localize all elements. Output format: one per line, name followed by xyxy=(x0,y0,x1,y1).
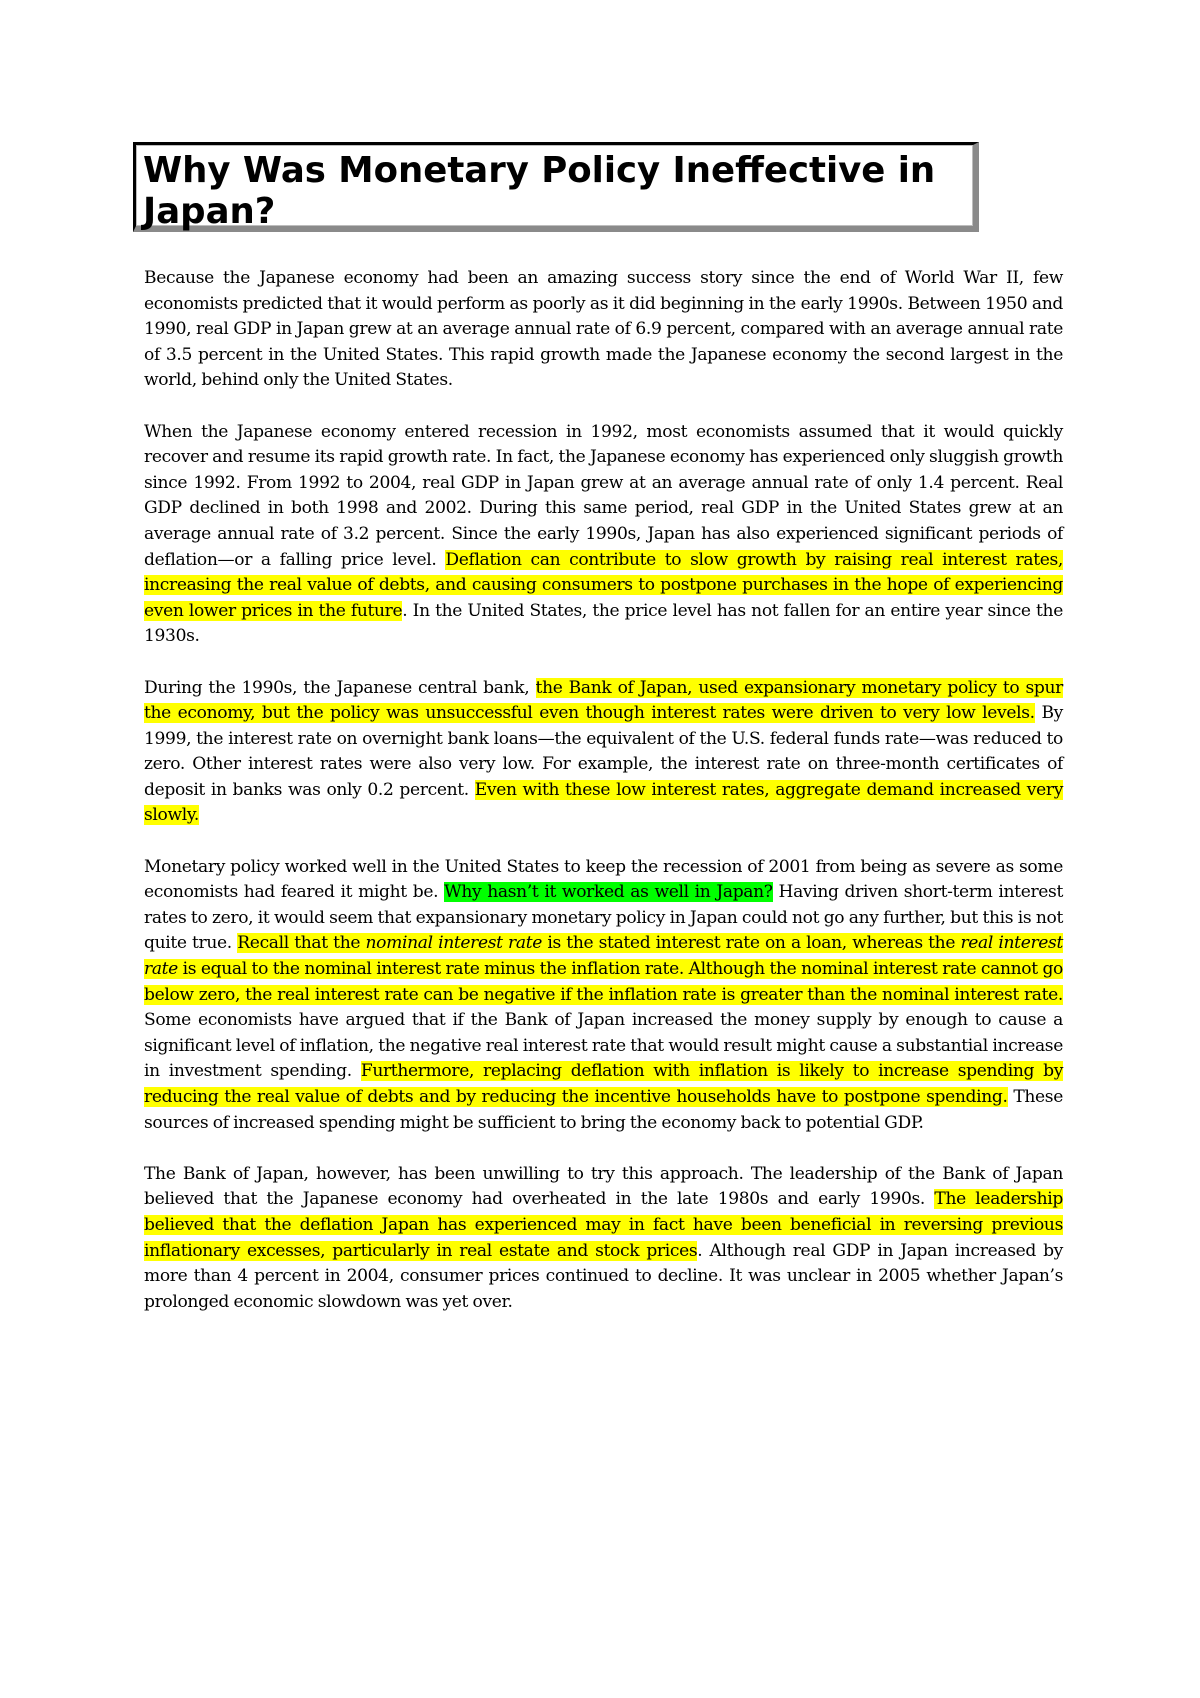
text-run: . Although real GDP in Japan increased by more than 4 percent in 2004, consumer prices continued to decline. It was unclear in 2005 whether Japan’s prolonged economic slowdown was yet over. xyxy=(144,1240,1063,1312)
text-run: These sources of increased spending might be sufficient to bring the economy back to potential GDP. xyxy=(144,1087,1063,1133)
yellow-highlight xyxy=(366,933,543,953)
yellow-highlight: is equal to the nominal interest rate minus the inflation rate. Although the nominal interest rate cannot go below zero, the real interest rate can be negative if the inflation rate is greater than the nominal interest rate. xyxy=(144,959,1063,1005)
text-run: When the Japanese economy entered recession in 1992, most economists assumed that it would quickly recover and resume its rapid growth rate. In fact, the Japanese economy has experienced only sluggish growth since 1992. From 1992 to 2004, real GDP in Japan grew at an average annual rate of only 1.4 percent. Real GDP declined in both 1998 and 2002. During this same period, real GDP in the United States grew at an average annual rate of 3.2 percent. Since the early 1990s, Japan has also experienced significant periods of deflation—or a falling price level. xyxy=(144,421,1063,570)
yellow-highlight: The leadership believed that the deflation Japan has experienced may in fact have been beneficial in reversing previous inflationary excesses, particularly in real estate and stock prices xyxy=(144,1189,1064,1261)
body-paragraph xyxy=(144,1162,1063,1316)
italic-term: real interest rate xyxy=(144,933,1063,980)
title-box xyxy=(133,142,979,232)
document-body xyxy=(144,266,1063,1341)
text-run: . In the United States, the price level has not fallen for an entire year since the 1930s. xyxy=(144,600,1063,647)
text-run: Having driven short-term interest rates to zero, it would seem that expansionary monetary policy in Japan could not go any further, but this is not quite true. xyxy=(144,882,1063,954)
italic-term: nominal interest rate xyxy=(365,933,542,954)
text-run: The Bank of Japan, however, has been unwilling to try this approach. The leadership of the Bank of Japan believed that the Japanese economy had overheated in the late 1980s and early 1990s. xyxy=(144,1163,1063,1210)
green-highlight: Why hasn’t it worked as well in Japan? xyxy=(444,882,773,903)
body-paragraph xyxy=(144,855,1063,1137)
yellow-highlight: is the stated interest rate on a loan, whereas the xyxy=(542,933,961,954)
body-paragraph xyxy=(144,266,1063,394)
yellow-highlight: Recall that the xyxy=(237,933,366,954)
text-run: By 1999, the interest rate on overnight bank loans—the equivalent of the U.S. federal funds rate—was reduced to zero. Other interest rates were also very low. For example, the interest rate on three-month certificates of deposit in banks was only 0.2 percent. xyxy=(144,703,1063,800)
yellow-highlight: Deflation can contribute to slow growth by raising real interest rates, increasing the real value of debts, and causing consumers to postpone purchases in the hope of experiencing even lower prices in the future xyxy=(144,549,1063,621)
body-paragraph xyxy=(144,676,1063,830)
text-run: Some economists have argued that if the Bank of Japan increased the money supply by enough to cause a significant level of inflation, the negative real interest rate that would result might cause a substantial increase in investment spending. xyxy=(144,1010,1063,1082)
document-title: Why Was Monetary Policy Ineffective in Japan? xyxy=(143,150,936,232)
yellow-highlight: Furthermore, replacing deflation with inflation is likely to increase spending by reducing the real value of debts and by reducing the incentive households have to postpone spending. xyxy=(144,1061,1063,1107)
text-run: Monetary policy worked well in the United States to keep the recession of 2001 from being as severe as some economists had feared it might be. xyxy=(144,856,1063,903)
text-run: During the 1990s, the Japanese central bank, xyxy=(144,677,536,698)
yellow-highlight: Even with these low interest rates, aggregate demand increased very slowly. xyxy=(144,779,1063,826)
text-run: Because the Japanese economy had been an amazing success story since the end of World War II, few economists predicted that it would perform as poorly as it did beginning in the early 1990s. Between 1950 and 1990, real GDP in Japan grew at an average annual rate of 6.9 percent, compared with an average annual rate of 3.5 percent in the United States. This rapid growth made the Japanese economy the second largest in the world, behind only the United States. xyxy=(144,268,1063,391)
body-paragraph xyxy=(144,420,1063,650)
yellow-highlight: the Bank of Japan, used expansionary monetary policy to spur the economy, but the policy was unsuccessful even though interest rates were driven to very low levels. xyxy=(144,677,1064,724)
